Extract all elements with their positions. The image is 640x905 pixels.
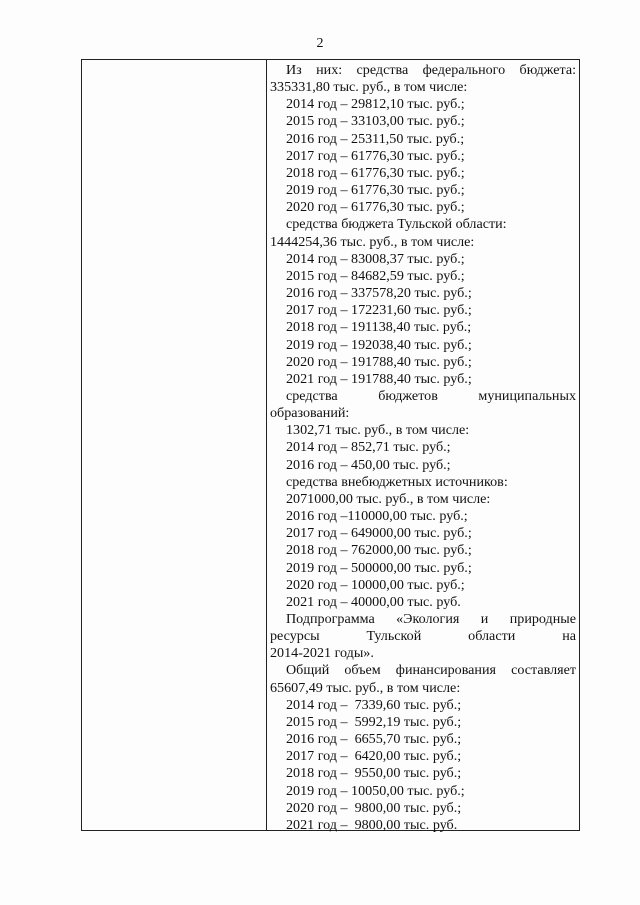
text-line: 2020 год – 9800,00 тыс. руб.; [286,799,462,816]
text-line: Общий объем финансирования составляет [286,662,576,679]
text-line: 2018 год – 762000,00 тыс. руб.; [286,542,472,559]
text-line: 2014-2021 годы». [270,645,374,662]
text-line: 2018 год – 61776,30 тыс. руб.; [286,164,465,181]
text-line: 2015 год – 33103,00 тыс. руб.; [286,113,465,130]
text-line: Подпрограмма «Экология и природные [286,611,576,627]
text-line: 2016 год – 25311,50 тыс. руб.; [286,130,465,147]
text-line: 2014 год – 7339,60 тыс. руб.; [286,696,462,713]
text-line: 2016 год – 337578,20 тыс. руб.; [286,285,472,302]
text-line: средства бюджетов муниципальных [286,387,576,404]
text-line: 2016 год – 450,00 тыс. руб.; [286,456,451,473]
funding-table [81,59,580,831]
text-line: 2020 год – 191788,40 тыс. руб.; [286,353,472,370]
text-line: 2015 год – 5992,19 тыс. руб.; [286,713,462,730]
text-line: средства бюджета Тульской области: [286,216,507,233]
text-line: средства внебюджетных источников: [286,473,508,490]
text-line: 1302,71 тыс. руб., в том числе: [286,422,470,439]
text-line: 2017 год – 6420,00 тыс. руб.; [286,748,462,765]
text-line: ресурсы Тульской области на [270,628,576,645]
text-line: 2014 год – 852,71 тыс. руб.; [286,439,451,456]
text-line: 2014 год – 83008,37 тыс. руб.; [286,250,465,267]
text-line: 2019 год – 10050,00 тыс. руб.; [286,782,465,799]
text-line: 2071000,00 тыс. руб., в том числе: [286,490,491,507]
text-line: 2014 год – 29812,10 тыс. руб.; [286,96,465,113]
text-line: образований: [270,405,350,422]
text-line: 2018 год – 9550,00 тыс. руб.; [286,765,462,782]
text-line: 2016 год – 6655,70 тыс. руб.; [286,731,462,748]
table-left-cell [82,60,267,830]
page-number: 2 [316,36,324,51]
text-line: 2021 год – 40000,00 тыс. руб. [286,593,461,610]
text-line: 335331,80 тыс. руб., в том числе: [270,79,468,96]
text-line: 2020 год – 61776,30 тыс. руб.; [286,199,465,216]
text-line: 2019 год – 61776,30 тыс. руб.; [286,182,465,199]
text-line: 2018 год – 191138,40 тыс. руб.; [286,319,472,336]
text-line: 2020 год – 10000,00 тыс. руб.; [286,576,465,593]
table-right-cell [270,62,576,834]
text-line: 2019 год – 500000,00 тыс. руб.; [286,559,472,576]
text-line: 2017 год – 61776,30 тыс. руб.; [286,147,465,164]
text-line: 1444254,36 тыс. руб., в том числе: [270,233,475,250]
text-line: 2021 год – 191788,40 тыс. руб.; [286,370,472,387]
text-line: 2015 год – 84682,59 тыс. руб.; [286,267,465,284]
text-line: 2019 год – 192038,40 тыс. руб.; [286,336,472,353]
text-line: 2017 год – 649000,00 тыс. руб.; [286,525,472,542]
text-line: 2017 год – 172231,60 тыс. руб.; [286,302,472,319]
text-line: 2021 год – 9800,00 тыс. руб. [286,816,458,833]
text-line: 65607,49 тыс. руб., в том числе: [270,679,461,696]
text-line: Из них: средства федерального бюджета: [286,62,576,78]
text-line: 2016 год –110000,00 тыс. руб.; [286,508,468,525]
